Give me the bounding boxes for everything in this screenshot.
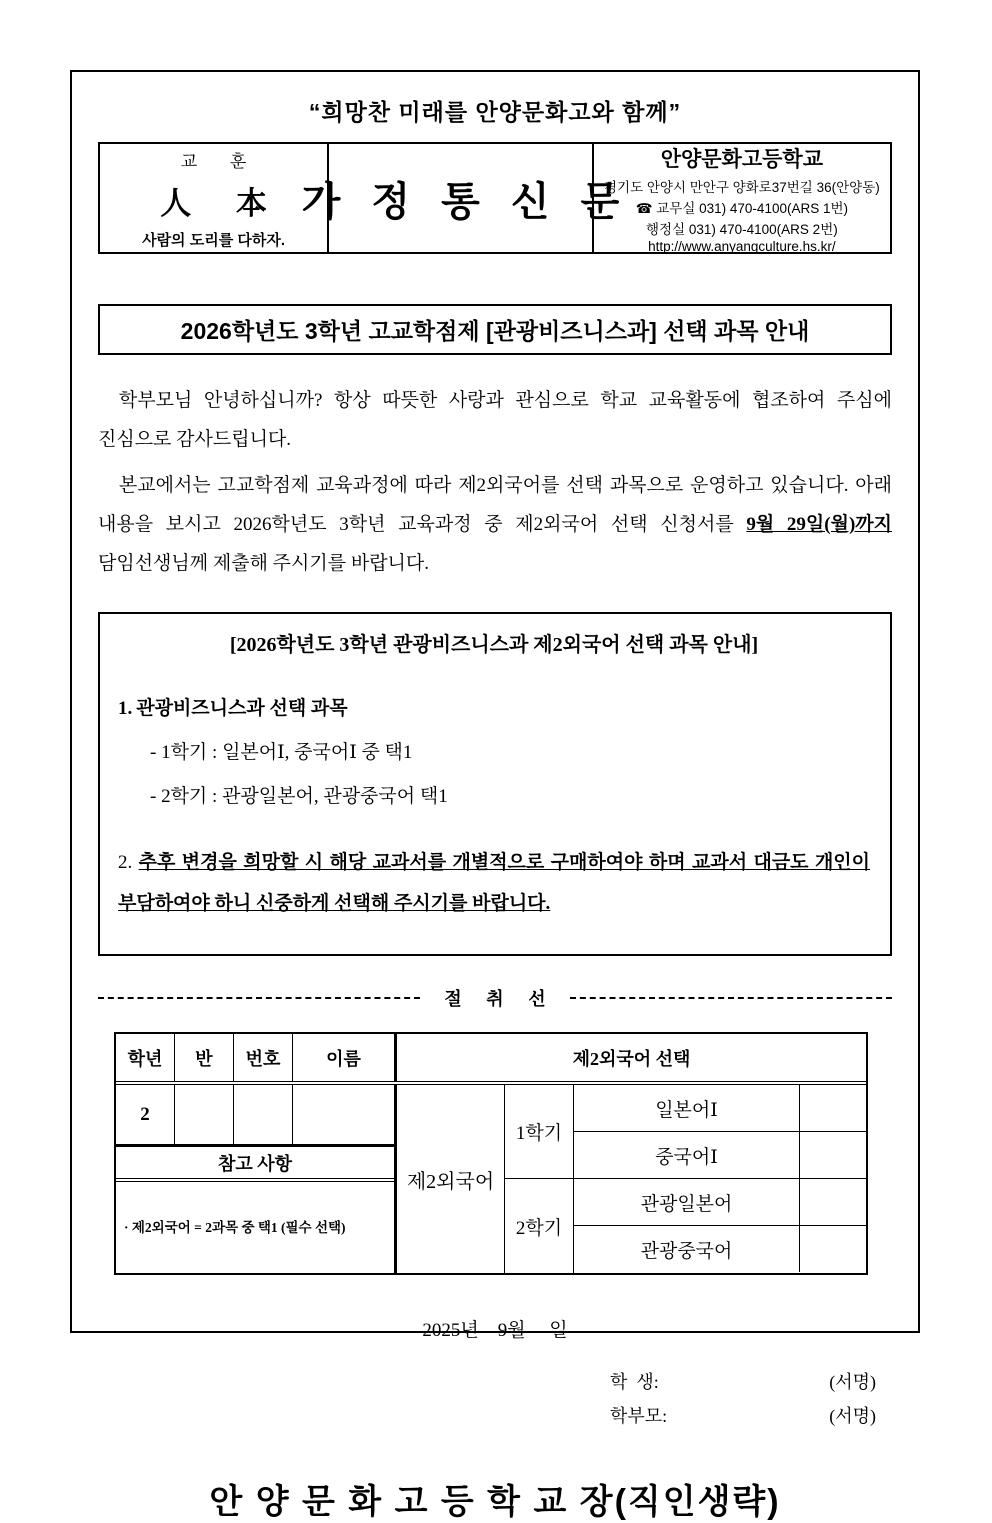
- header-selection: 제2외국어 선택: [394, 1034, 866, 1081]
- grade-value-cell: 2: [116, 1085, 175, 1144]
- date-line: 2025년 9월 일: [422, 1320, 568, 1341]
- form-table-body: [116, 1085, 866, 1273]
- subject-tour-chinese: 관광중국어: [574, 1226, 800, 1272]
- student-label: 학 생:: [610, 1372, 659, 1392]
- subject-row: [574, 1085, 866, 1131]
- subject-chinese1: 중국어Ⅰ: [574, 1132, 800, 1178]
- check-cell-chinese1: [800, 1132, 866, 1178]
- motto-label: 교 훈: [180, 151, 261, 171]
- motto-sub: 사람의 도리를 다하자.: [142, 231, 285, 249]
- phone-icon: ☎: [635, 200, 653, 216]
- student-signature-row: [610, 1368, 876, 1394]
- parent-sign-placeholder: (서명): [829, 1406, 876, 1426]
- document-page: [70, 70, 920, 1521]
- header-name: 이름: [326, 1048, 361, 1069]
- semester-column: [505, 1085, 574, 1273]
- cut-line-dash-right: [570, 997, 892, 999]
- subjects-column: [574, 1085, 866, 1273]
- motto-main: 人 本: [160, 185, 285, 221]
- form-table-left-block: [116, 1085, 394, 1273]
- subject-group-cell: 제2외국어: [397, 1085, 505, 1273]
- item1-number: 1.: [118, 698, 133, 719]
- semester1-cell: 1학기: [505, 1085, 573, 1179]
- selection-form-table: [114, 1032, 868, 1275]
- notice-box-heading: [2026학년도 3학년 관광비즈니스과 제2외국어 선택 과목 안내]: [229, 634, 759, 656]
- letterhead-table: [98, 142, 892, 254]
- school-phone2: 행정실 031) 470-4100(ARS 2번): [645, 221, 838, 237]
- header-class: 반: [175, 1034, 234, 1081]
- header-grade: 학년: [116, 1034, 175, 1081]
- header-number: 번호: [234, 1034, 293, 1081]
- subject-japanese1: 일본어Ⅰ: [574, 1085, 800, 1131]
- parent-signature-row: [610, 1402, 876, 1428]
- phone1-text: 교무실 031) 470-4100(ARS 1번): [652, 200, 849, 216]
- main-paragraph: [98, 466, 892, 583]
- doc-type-cell: [301, 144, 630, 252]
- semester1-option: - 1학기 : 일본어Ⅰ, 중국어Ⅰ 중 택1: [150, 742, 413, 763]
- class-input-cell: [175, 1085, 234, 1144]
- signature-block: [610, 1368, 876, 1428]
- school-name: 안양문화고등학교: [660, 147, 823, 171]
- note-cell: · 제2외국어 = 2과목 중 택1 (필수 선택): [124, 1220, 346, 1235]
- semester2-cell: 2학기: [515, 1217, 563, 1239]
- item2-number: 2.: [118, 852, 133, 873]
- school-phone1: [636, 197, 848, 217]
- check-cell-japanese1: [800, 1085, 866, 1131]
- paragraph-text-before: 본교에서는 고교학점제 교육과정에 따라 제2외국어를 선택 과목으로 운영하고 있습니다. 아래 내용을 보시고 2026학년도 3학년 교육과정 중 제2외국어 선택 신청서를: [98, 475, 892, 535]
- principal-signature: 안 양 문 화 고 등 학 교 장(직인생략): [209, 1483, 781, 1521]
- student-sign-placeholder: (서명): [829, 1372, 876, 1392]
- student-info-row: [116, 1085, 394, 1147]
- subject-row: [574, 1131, 866, 1178]
- form-table-header-left: [116, 1034, 394, 1081]
- school-address: 경기도 안양시 만안구 양화로37번길 36(안양동): [603, 179, 880, 195]
- name-input-cell: [293, 1085, 394, 1144]
- number-input-cell: [234, 1085, 293, 1144]
- note-header-cell: 참고 사항: [116, 1147, 394, 1182]
- school-info-cell: [594, 144, 890, 252]
- subject-row: [574, 1178, 866, 1225]
- cut-line-dash-left: [98, 997, 420, 999]
- deadline-text: 9월 29일(월)까지: [746, 514, 892, 535]
- item1-text: 관광비즈니스과 선택 과목: [136, 698, 348, 719]
- notice-item-2: [118, 842, 870, 924]
- cut-line: [98, 985, 892, 1011]
- form-table-right-block: [394, 1085, 866, 1273]
- cut-line-label: 절 취 선: [444, 989, 556, 1009]
- subject-tour-japanese: 관광일본어: [574, 1179, 800, 1225]
- notice-title: 2026학년도 3학년 고교학점제 [관광비즈니스과] 선택 과목 안내: [98, 304, 892, 355]
- paragraph-text-after: 담임선생님께 제출해 주시기를 바랍니다.: [98, 553, 430, 574]
- subject-row: [574, 1225, 866, 1272]
- selection-notice-box: [98, 612, 892, 956]
- form-table-header-row: [116, 1034, 866, 1085]
- item2-text: 추후 변경을 희망할 시 해당 교과서를 개별적으로 구매하여야 하며 교과서 대금도 개인이 부담하여야 하니 신중하게 선택해 주시기를 바랍니다.: [118, 852, 871, 914]
- check-cell-tour-japanese: [800, 1179, 866, 1225]
- parent-label: 학부모:: [610, 1406, 668, 1426]
- greeting-paragraph: 학부모님 안녕하십니까? 항상 따뜻한 사랑과 관심으로 학교 교육활동에 협조하여 주심에 진심으로 감사드립니다.: [98, 390, 892, 450]
- school-slogan: “희망찬 미래를 안양문화고와 함께”: [308, 99, 682, 125]
- check-cell-tour-chinese: [800, 1226, 866, 1272]
- notice-item-1: [118, 693, 870, 720]
- semester2-option: - 2학기 : 관광일본어, 관광중국어 택1: [150, 786, 448, 807]
- school-website: http://www.anyangculture.hs.kr/: [648, 238, 836, 254]
- doc-type-title: 가 정 통 신 문: [301, 179, 630, 224]
